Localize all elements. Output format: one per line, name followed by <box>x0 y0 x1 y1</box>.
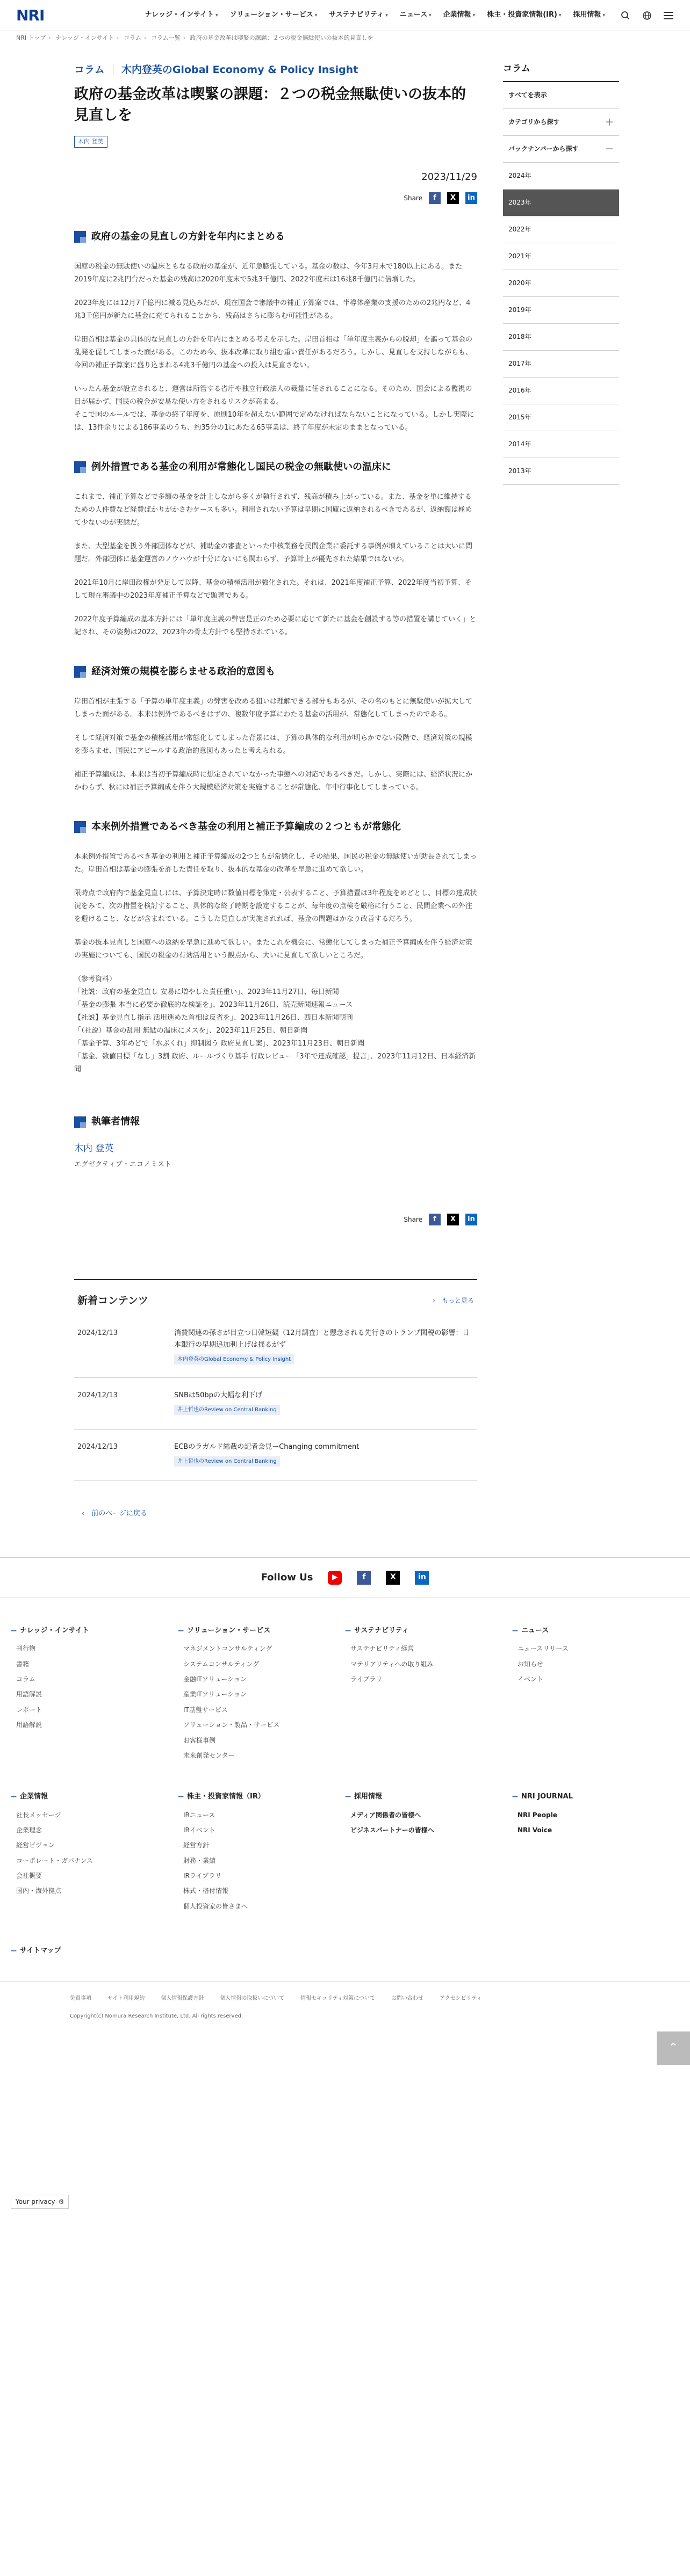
privacy-label: Your privacy <box>16 2198 55 2205</box>
footer-link[interactable]: マテリアリティへの取り組み <box>350 1660 434 1668</box>
legal-link[interactable]: 情報セキュリティ対策について <box>300 1996 375 2002</box>
share-label: Share <box>404 1215 422 1223</box>
heading-square-icon <box>74 666 86 678</box>
nav-solutions[interactable]: ソリューション・サービス ▾ <box>229 11 318 19</box>
copyright: Copyright(c) Nomura Research Institute, Ltd. All rights reserved. <box>70 2013 243 2020</box>
news-date: 2024/12/13 <box>77 1391 118 1400</box>
sidebar-item-category[interactable]: カテゴリから探す ＋ <box>503 109 619 136</box>
new-contents-heading: 新着コンテンツ <box>77 1294 149 1307</box>
paragraph: また、大型基金を扱う外部団体などが、補助金の審査といった中核業務を民間企業に委託する事例が増えていることは大いに問題だ。外部団体に基金運営のノウハウが十分にないにも関わらず、予算計上が優先された結果ではないか。 <box>74 542 473 563</box>
footer-link[interactable]: システムコンサルティング <box>183 1660 260 1668</box>
gear-icon: ⚙ <box>58 2198 64 2205</box>
footer-link[interactable]: 書籍 <box>16 1660 30 1668</box>
chevron-up-icon: ⌃ <box>668 2041 679 2055</box>
footer-col-ir <box>178 1765 345 1916</box>
article-section-3 <box>74 664 477 794</box>
footer-link[interactable]: 会社概要 <box>16 1872 42 1880</box>
footer-link[interactable]: サステナビリティ経営 <box>350 1645 414 1653</box>
references <box>74 973 477 1076</box>
heading-square-icon <box>74 821 86 833</box>
footer-link[interactable]: 産業ITソリューション <box>183 1690 247 1699</box>
heading-square-icon <box>74 231 86 243</box>
list-item[interactable] <box>74 1378 477 1430</box>
x-icon[interactable]: X <box>447 1214 459 1225</box>
follow-us <box>0 1557 690 1598</box>
footer-link[interactable]: コーポレート・ガバナンス <box>16 1856 94 1864</box>
legal-link[interactable]: お問い合わせ <box>391 1996 423 2002</box>
globe-icon[interactable] <box>642 10 652 21</box>
footer-link[interactable]: 個人投資家の皆さまへ <box>183 1902 248 1910</box>
footer-col-news <box>512 1625 679 1765</box>
site-footer <box>0 1557 690 2042</box>
legal-link[interactable]: アクセシビリティ <box>439 1996 482 2002</box>
sidebar-item-all[interactable]: すべてを表示 <box>503 82 619 109</box>
nri-logo[interactable] <box>16 3 44 28</box>
reference-item: 「（社説）基金の乱用 無駄の温床にメスを」、2023年11月25日、朝日新聞 <box>74 1027 308 1035</box>
share-label: Share <box>404 194 422 202</box>
news-title[interactable]: ECBのラガルド総裁の記者会見ーChanging commitment <box>174 1443 360 1452</box>
paragraph: 岸田首相は基金の具体的な見直しの方針を年内にまとめる考えを示した。岸田首相は「単年度主義からの脱却」を謳って基金の乱発を促してしまった面がある。このため今、抜本改革に取り組む重い責任があるだろう。しかし、見直しを支持しながらも、今回の補正予算案に盛り込まれる4兆3千億円の基金への投入は見直さない。 <box>74 335 473 369</box>
author-tag[interactable]: 木内 登英 <box>74 136 107 148</box>
news-date: 2024/12/13 <box>77 1329 118 1338</box>
reference-item: 「基金、数値目標「なし」3割 政府、ルールづくり基手 行政レビュー「3年で達成確認」提言」、2023年11月12日、日本経済新聞 <box>74 1053 476 1074</box>
nav-knowledge[interactable]: ナレッジ・インサイト ▾ <box>145 11 218 19</box>
section-heading: 本来例外措置であるべき基金の利用と補正予算編成の２つともが常態化 <box>74 819 477 836</box>
footer-col-title[interactable]: — 企業情報 <box>11 1791 178 1803</box>
nav-ir[interactable]: 株主・投資家情報(IR) ▾ <box>487 11 562 19</box>
footer-link[interactable]: 社長メッセージ <box>16 1811 61 1819</box>
paragraph: 2022年度予算編成の基本方針には「単年度主義の弊害是正のため必要に応じて新たに基金を創設する等の措置を講じていく」と記され、その姿勢は2022、2023年の骨太方針でも堅持されている。 <box>74 615 477 637</box>
article-category: コラム ｜ 木内登英のGlobal Economy & Policy Insight <box>74 64 358 76</box>
sidebar-year-2021[interactable]: 2021年 <box>503 243 619 270</box>
news-tag[interactable]: 井上哲也のReview on Central Banking <box>174 1405 280 1415</box>
article-section-4 <box>74 819 477 962</box>
footer-link[interactable]: 国内・海外拠点 <box>16 1887 62 1895</box>
x-icon[interactable]: X <box>386 1571 400 1585</box>
footer-link[interactable]: 未来創発センター <box>183 1752 235 1760</box>
footer-link[interactable]: IT基盤サービス <box>183 1706 228 1714</box>
legal-link[interactable]: 個人情報保護方針 <box>161 1996 204 2002</box>
article-main <box>74 61 477 1520</box>
reference-item: 「社説：政府の基金見直し 安易に増やした責任重い」、2023年11月27日、毎日新聞 <box>74 988 339 996</box>
footer-link[interactable]: ライブラリ <box>350 1675 383 1684</box>
breadcrumb-column[interactable]: コラム <box>124 34 141 41</box>
breadcrumb: NRI トップ › ナレッジ・インサイト › コラム › コラム一覧 › 政府の基金改革は喫緊の課題：２つの税金無駄使いの抜本的見直しを <box>16 34 373 41</box>
follow-label: Follow Us <box>261 1571 313 1583</box>
footer-col-company <box>11 1765 178 1916</box>
sidebar-year-2018[interactable]: 2018年 <box>503 324 619 351</box>
footer-col-journal <box>512 1765 679 1916</box>
plus-icon: ＋ <box>605 117 614 127</box>
footer-links <box>0 1598 690 1916</box>
footer-col-title[interactable]: — ソリューション・サービス <box>178 1625 345 1637</box>
paragraph: これまで、補正予算などで多額の基金を計上しながら多くが執行されず、残高が積み上がっている。また、基金を単に維持するための人件費など経費ばかりがかさむケースも多い。利用されない予算は早期に国庫に返納されるべきであるが、返納額は極めて少ないのが実態だ。 <box>74 492 472 527</box>
news-title[interactable]: SNBは50bpの大幅な利下げ <box>174 1391 262 1400</box>
nav-news[interactable]: ニュース ▾ <box>399 11 432 19</box>
reference-item: 「基金の膨張 本当に必要か徹底的な検証を」、2023年11月26日、読売新聞速報ニュース <box>74 1000 353 1009</box>
footer-link[interactable]: レポート <box>16 1706 42 1714</box>
news-date: 2024/12/13 <box>77 1443 118 1452</box>
footer-col-sustainability <box>345 1625 512 1765</box>
share-bar <box>74 192 477 204</box>
section-heading: 経済対策の規模を膨らませる政治的意図も <box>74 664 477 680</box>
facebook-icon[interactable]: f <box>429 1214 441 1225</box>
footer-link[interactable]: コラム <box>16 1675 35 1684</box>
footer-col-title[interactable]: — ナレッジ・インサイト <box>11 1625 178 1637</box>
footer-link[interactable]: 経営ビジョン <box>16 1841 55 1849</box>
author-heading: 執筆者情報 <box>74 1114 477 1130</box>
paragraph: 補正予算編成は、本来は当初予算編成時に想定されていなかった事態への対応であるべきだ。しかし、実際には、経済状況にかかわらず、秋には補正予算編成を伴う大規模経済対策を実施することが常態化、年中行事化してしまっている。 <box>74 770 473 792</box>
footer-link[interactable]: 用語解説 <box>16 1690 42 1699</box>
nav-recruit[interactable]: 採用情報 ▾ <box>573 11 605 19</box>
sidebar-year-2020[interactable]: 2020年 <box>503 270 619 297</box>
news-tag[interactable]: 木内登英のGlobal Economy & Policy Insight <box>174 1354 294 1365</box>
footer-link[interactable]: お客様事例 <box>183 1736 216 1744</box>
news-tag[interactable]: 井上哲也のReview on Central Banking <box>174 1456 280 1467</box>
paragraph: そして経済対策で基金の積極活用が常態化してしまった背景には、予算の具体的な利用が明らかでない段階で、経済対策の規模を膨らませ、国民にアピールする政治的意図もあったと考えられる。 <box>74 734 472 755</box>
paragraph: 2021年10月に岸田政権が発足して以降、基金の積極活用が強化された。それは、2021年度補正予算、2022年度当初予算、そして現在審議中の2023年度補正予算などで顕著である。 <box>74 578 472 600</box>
linkedin-icon[interactable]: in <box>415 1571 429 1585</box>
footer-link[interactable]: ビジネスパートナーの皆様へ <box>350 1826 434 1834</box>
sidebar <box>503 61 619 1520</box>
menu-icon[interactable] <box>663 10 674 21</box>
paragraph: 本来例外措置であるべき基金の利用と補正予算編成の2つともが常態化し、その結果、国民の税金の無駄使いが助長されてしまった。岸田首相は基金の膨張を許した責任を取り、抜本的な基金の改革を早急に進めて欲しい。 <box>74 852 477 874</box>
footer-link[interactable]: ニュースリリース <box>518 1645 569 1653</box>
footer-link[interactable]: 企業理念 <box>16 1826 42 1834</box>
privacy-button[interactable] <box>11 2195 69 2209</box>
search-icon[interactable] <box>620 10 631 21</box>
list-item[interactable] <box>74 1430 477 1481</box>
heading-square-icon <box>74 1116 86 1128</box>
paragraph: いったん基金が設立されると、運営は所管する省庁や独立行政法人の裁量に任されることになる。そのため、国会による監視の目が届かず、国民の税金が安易な使い方をされるリスクが高まる。 そこで国のルールでは、基金の終了年度を、原則10年を超えない範囲で定めなければならないことになっている。しかし実際には、13件余りによる186事業のうち、約35分の1にあたる65事業は、終了年度が未定のままとなっている。 <box>74 384 475 432</box>
sidebar-year-2014[interactable]: 2014年 <box>503 431 619 458</box>
footer-link[interactable]: ソリューション・製品・サービス <box>183 1721 280 1729</box>
footer-link[interactable]: 刊行物 <box>16 1645 36 1653</box>
youtube-icon[interactable]: ▶ <box>328 1571 342 1585</box>
sidebar-item-backnumber[interactable]: バックナンバーから探す － <box>503 136 619 163</box>
minus-icon: － <box>605 143 614 154</box>
breadcrumb-knowledge[interactable]: ナレッジ・インサイト <box>55 34 114 41</box>
news-title[interactable]: 消費関連の孫さが目立つ日韓短観（12月調査）と懸念される先行きのトランプ関税の影響：日本銀行の早期追加利上げは揺るがず <box>174 1329 470 1349</box>
footer-link[interactable]: 株式・格付情報 <box>183 1887 229 1895</box>
author-name-link[interactable]: 木内 登英 <box>74 1143 114 1154</box>
article-section-1 <box>74 229 477 434</box>
publish-date: 2023/11/29 <box>421 171 477 183</box>
sidebar-title: コラム <box>503 61 619 82</box>
scroll-to-top-button[interactable] <box>657 2031 690 2065</box>
reference-item: 【社説】基金見直し指示 活用進めた首相は反省を」、2023年11月26日、西日本新聞朝刊 <box>74 1014 353 1022</box>
footer-link[interactable]: 財務・業績 <box>183 1856 216 1864</box>
sidebar-year-2022[interactable]: 2022年 <box>503 216 619 243</box>
footer-link[interactable]: 用語解説 <box>16 1721 42 1729</box>
footer-col-title[interactable]: — 採用情報 <box>345 1791 512 1803</box>
sidebar-year-2015[interactable]: 2015年 <box>503 404 619 431</box>
footer-link[interactable]: お知らせ <box>518 1660 543 1668</box>
list-item[interactable] <box>74 1316 477 1378</box>
legal-link[interactable]: サイト利用規約 <box>107 1996 145 2002</box>
nav-sustainability[interactable]: サステナビリティ ▾ <box>329 11 388 19</box>
nav-company[interactable]: 企業情報 ▾ <box>443 11 476 19</box>
sidebar-year-2016[interactable]: 2016年 <box>503 378 619 404</box>
section-heading: 政府の基金の見直しの方針を年内にまとめる <box>74 229 477 245</box>
site-header <box>0 0 690 31</box>
footer-col-title[interactable]: — サステナビリティ <box>345 1625 512 1637</box>
footer-link[interactable]: 経営方針 <box>183 1841 210 1849</box>
breadcrumb-current: 政府の基金改革は喫緊の課題：２つの税金無駄使いの抜本的見直しを <box>190 34 373 41</box>
footer-col-title[interactable]: — ニュース <box>512 1625 679 1637</box>
references-label: （参考資料） <box>74 975 117 983</box>
share-bar-bottom <box>74 1214 477 1225</box>
more-link[interactable]: › もっと見る <box>433 1296 474 1304</box>
footer-link[interactable]: 金融ITソリューション <box>183 1675 247 1684</box>
new-contents <box>74 1279 477 1481</box>
global-nav <box>145 9 605 21</box>
reference-item: 「基金予算、3年めどで「水ぶくれ」抑制図う 政府見直し案」、2023年11月23日、朝日新聞 <box>74 1040 365 1048</box>
page-title: 政府の基金改革は喫緊の課題：２つの税金無駄使いの抜本的見直しを <box>74 86 466 124</box>
footer-col-knowledge <box>11 1625 178 1765</box>
legal-links <box>0 1982 690 2003</box>
footer-col-recruit <box>345 1765 512 1916</box>
footer-link[interactable]: マネジメントコンサルティング <box>183 1645 272 1653</box>
footer-link[interactable]: NRI Voice <box>518 1826 552 1834</box>
footer-link[interactable]: メディア関係者の皆様へ <box>350 1811 421 1819</box>
category-link[interactable]: コラム <box>74 64 105 76</box>
breadcrumb-home[interactable]: NRI トップ <box>16 34 46 41</box>
paragraph: 国庫の税金の無駄使いの温床ともなる政府の基金が、近年急膨張している。基金の数は、今年3月末で180以上にある。また2019年度に2兆円台だった基金の残高は2020年度末で5兆3千億円、2022年度末は16兆8千億円に倍増した。 <box>74 262 463 284</box>
author-info <box>74 1114 477 1171</box>
sidebar-year-2023[interactable]: 2023年 <box>503 190 619 216</box>
author-title: エグゼクティブ・エコノミスト <box>74 1160 171 1169</box>
facebook-icon[interactable]: f <box>429 192 441 204</box>
legal-link[interactable]: 個人情報の取扱いについて <box>220 1996 285 2002</box>
sidebar-year-2013[interactable]: 2013年 <box>503 458 619 485</box>
breadcrumb-column-list[interactable]: コラム一覧 <box>150 34 181 41</box>
section-heading: 例外措置である基金の利用が常態化し国民の税金の無駄使いの温床に <box>74 459 477 476</box>
sitemap-link[interactable]: — サイトマップ <box>0 1916 690 1957</box>
logo-text: NRI <box>16 6 45 24</box>
footer-col-title[interactable]: — NRI JOURNAL <box>512 1791 679 1803</box>
back-link[interactable]: ‹ 前のページに戻る <box>82 1510 147 1518</box>
sidebar-year-2019[interactable]: 2019年 <box>503 297 619 324</box>
paragraph: 岸田首相が主張する「予算の単年度主義」の弊害を改める狙いは理解できる部分もあるが、その名のもとに無駄使いが拡大してしまった面がある。本来は例外であるべきはずの、複数年度予算にわたる基金の活用が、常態化してしまったのである。 <box>74 697 473 719</box>
sidebar-year-2024[interactable]: 2024年 <box>503 163 619 190</box>
linkedin-icon[interactable]: in <box>465 1214 477 1225</box>
sidebar-year-2017[interactable]: 2017年 <box>503 351 619 378</box>
paragraph: 2023年度には12月7千億円に減る見込みだが、現在国会で審議中の補正予算案では、半導体産業の支援のための2兆円など、4兆3千億円が新たに基金に充てられることから、残高はさらに膨らむ可能性がある。 <box>74 299 471 320</box>
legal-link[interactable]: 免責事項 <box>70 1996 91 2002</box>
footer-link[interactable]: IRニュース <box>183 1811 215 1819</box>
x-icon[interactable]: X <box>447 192 459 204</box>
series-link[interactable]: 木内登英のGlobal Economy & Policy Insight <box>121 64 358 76</box>
footer-link[interactable]: IRライブラリ <box>183 1872 222 1880</box>
linkedin-icon[interactable]: in <box>465 192 477 204</box>
footer-link[interactable]: NRI People <box>518 1811 557 1819</box>
footer-col-solutions <box>178 1625 345 1765</box>
paragraph: 限時点で政府内で基金見直しには、予算決定時に数値目標を策定・公表すること、予算措置は3年程度をめどとし、目標の達成状況をみて、次の措置を検討すること、具体的な終了時期を設定することが、毎年度の点検を厳格に行うこと、民間企業への外注を避けること、などが含まれている。こうした見直しが実施されれば、基金の問題はかなり改善するだろう。 <box>74 889 477 923</box>
footer-col-title[interactable]: — 株主・投資家情報（IR） <box>178 1791 345 1803</box>
article-section-2 <box>74 459 477 639</box>
footer-link[interactable]: IRイベント <box>183 1826 215 1834</box>
heading-square-icon <box>74 461 86 473</box>
paragraph: 基金の抜本見直しと国庫への返納を早急に進めて欲しい。またこれを機会に、常態化してしまった補正予算編成を伴う経済対策の実施についても、国民の税金の有効活用という観点から、大いに見直して欲しいところだ。 <box>74 938 473 960</box>
facebook-icon[interactable]: f <box>357 1571 371 1585</box>
footer-link[interactable]: イベント <box>518 1675 544 1684</box>
